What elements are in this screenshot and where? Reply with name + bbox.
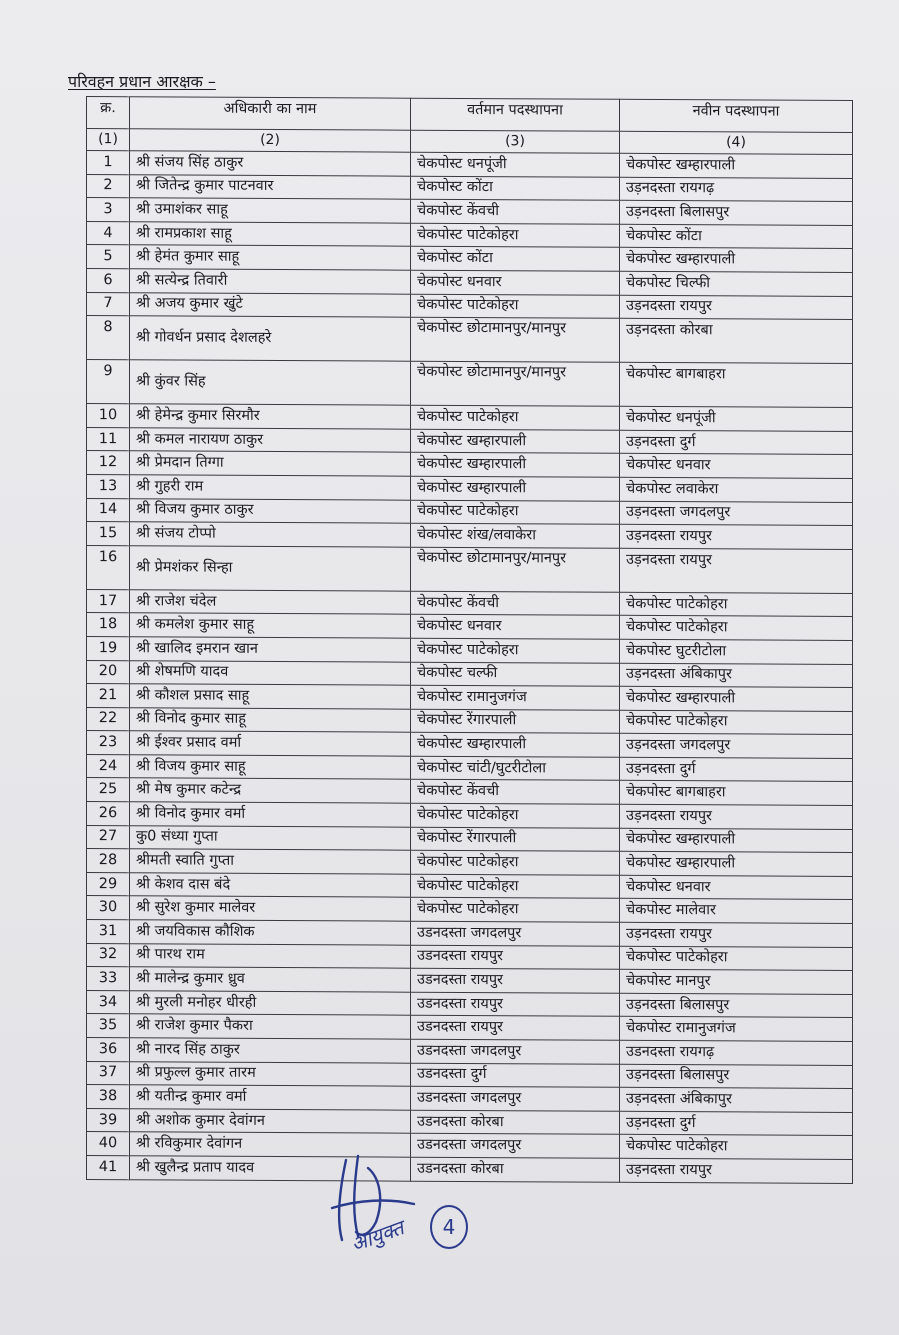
serial-number: 18 bbox=[87, 613, 130, 637]
new-posting: चेकपोस्ट खम्हारपाली bbox=[620, 852, 853, 877]
serial-number: 7 bbox=[87, 292, 130, 316]
officer-name: श्रीमती स्वाति गुप्ता bbox=[130, 849, 411, 874]
current-posting: उडनदस्ता रायपुर bbox=[411, 968, 620, 993]
current-posting: चेकपोस्ट केंवची bbox=[411, 591, 620, 616]
serial-number: 22 bbox=[87, 707, 130, 731]
officer-name: श्री हेमंत कुमार साहू bbox=[130, 245, 411, 270]
new-posting: चेकपोस्ट रामानुजगंज bbox=[620, 1017, 853, 1042]
serial-number: 16 bbox=[87, 545, 130, 589]
officer-name: श्री गोवर्धन प्रसाद देशलहरे bbox=[130, 316, 411, 361]
new-posting: चेकपोस्ट धनवार bbox=[620, 875, 853, 900]
current-posting: चेकपोस्ट रेंगारपाली bbox=[411, 709, 620, 734]
serial-number: 3 bbox=[87, 198, 130, 222]
current-posting: चेकपोस्ट पाटेकोहरा bbox=[411, 638, 620, 663]
new-posting: उड़नदस्ता दुर्ग bbox=[620, 1111, 853, 1136]
serial-number: 26 bbox=[87, 802, 130, 826]
column-number-1: (1) bbox=[87, 129, 130, 151]
officer-name: श्री प्रेमदान तिग्गा bbox=[130, 451, 411, 476]
new-posting: चेकपोस्ट पाटेकोहरा bbox=[620, 946, 853, 971]
serial-number: 14 bbox=[87, 498, 130, 522]
officer-name: श्री मालेन्द्र कुमार ध्रुव bbox=[130, 967, 411, 992]
new-posting: उड़नदस्ता बिलासपुर bbox=[620, 1064, 853, 1089]
new-posting: चेकपोस्ट बागबाहरा bbox=[620, 781, 853, 806]
current-posting: चेकपोस्ट कोंटा bbox=[411, 176, 620, 201]
serial-number: 15 bbox=[87, 522, 130, 546]
signature-text: आयुक्त bbox=[347, 1215, 407, 1257]
current-posting: उडनदस्ता कोरबा bbox=[411, 1157, 620, 1182]
officer-name: श्री प्रेमशंकर सिन्हा bbox=[130, 545, 411, 590]
new-posting: उड़नदस्ता जगदलपुर bbox=[620, 501, 853, 526]
serial-number: 1 bbox=[87, 151, 130, 175]
page-number-mark: 4 bbox=[430, 1205, 468, 1249]
officer-name: श्री केशव दास बंदे bbox=[130, 873, 411, 898]
current-posting: चेकपोस्ट चल्फी bbox=[411, 662, 620, 687]
current-posting: चेकपोस्ट खम्हारपाली bbox=[411, 476, 620, 501]
officer-name: श्री संजय टोप्पो bbox=[130, 522, 411, 547]
new-posting: चेकपोस्ट पाटेकोहरा bbox=[620, 616, 853, 641]
new-posting: चेकपोस्ट कोंटा bbox=[620, 224, 853, 249]
current-posting: चेकपोस्ट छोटामानपुर/मानपुर bbox=[411, 547, 620, 592]
serial-number: 11 bbox=[87, 427, 130, 451]
officer-name: श्री कुंवर सिंह bbox=[130, 360, 411, 405]
table-row bbox=[87, 545, 853, 593]
header-sno: क्र. bbox=[87, 97, 130, 129]
new-posting: उड़नदस्ता बिलासपुर bbox=[620, 200, 853, 225]
officer-name: श्री पारथ राम bbox=[130, 943, 411, 968]
serial-number: 9 bbox=[87, 360, 130, 404]
serial-number: 32 bbox=[87, 943, 130, 967]
current-posting: चेकपोस्ट पाटेकोहरा bbox=[411, 803, 620, 828]
new-posting: चेकपोस्ट खम्हारपाली bbox=[620, 828, 853, 853]
officer-name: श्री हेमेन्द्र कुमार सिरमौर bbox=[130, 404, 411, 429]
new-posting: उड़नदस्ता रायपुर bbox=[620, 1158, 853, 1183]
new-posting: उड़नदस्ता रायगढ़ bbox=[620, 177, 853, 202]
header-row bbox=[87, 97, 853, 133]
new-posting: उड़नदस्ता अंबिकापुर bbox=[620, 663, 853, 688]
current-posting: उडनदस्ता रायपुर bbox=[411, 1016, 620, 1041]
new-posting: चेकपोस्ट पाटेकोहरा bbox=[620, 1135, 853, 1160]
current-posting: चेकपोस्ट खम्हारपाली bbox=[411, 453, 620, 478]
current-posting: चेकपोस्ट केंवची bbox=[411, 780, 620, 805]
serial-number: 10 bbox=[87, 404, 130, 428]
new-posting: चेकपोस्ट लवाकेरा bbox=[620, 477, 853, 502]
officer-name: श्री अशोक कुमार देवांगन bbox=[130, 1109, 411, 1134]
officer-name: श्री गुहरी राम bbox=[130, 475, 411, 500]
officer-name: श्री प्रफुल्ल कुमार तारम bbox=[130, 1061, 411, 1086]
new-posting: उड़नदस्ता दुर्ग bbox=[620, 757, 853, 782]
current-posting: चेकपोस्ट कोंटा bbox=[411, 247, 620, 272]
current-posting: चेकपोस्ट रामानुजगंज bbox=[411, 685, 620, 710]
new-posting: उड़नदस्ता बिलासपुर bbox=[620, 993, 853, 1018]
officer-name: श्री कमल नारायण ठाकुर bbox=[130, 427, 411, 452]
serial-number: 4 bbox=[87, 221, 130, 245]
officer-name: श्री खालिद इमरान खान bbox=[130, 637, 411, 662]
current-posting: चेकपोस्ट खम्हारपाली bbox=[411, 429, 620, 454]
serial-number: 37 bbox=[87, 1061, 130, 1085]
officer-name: कु0 संध्या गुप्ता bbox=[130, 825, 411, 850]
officer-name: श्री राजेश चंदेल bbox=[130, 589, 411, 614]
header-current-posting: वर्तमान पदस्थापना bbox=[411, 98, 620, 131]
new-posting: चेकपोस्ट खम्हारपाली bbox=[620, 153, 853, 178]
officer-name: श्री विजय कुमार ठाकुर bbox=[130, 498, 411, 523]
table-row bbox=[87, 360, 853, 408]
new-posting: उड़नदस्ता अंबिकापुर bbox=[620, 1087, 853, 1112]
new-posting: चेकपोस्ट पाटेकोहरा bbox=[620, 592, 853, 617]
current-posting: चेकपोस्ट पाटेकोहरा bbox=[411, 874, 620, 899]
current-posting: चेकपोस्ट पाटेकोहरा bbox=[411, 500, 620, 525]
transfer-table bbox=[86, 96, 853, 1184]
officer-name: श्री सुरेश कुमार मालेवर bbox=[130, 896, 411, 921]
column-number-2: (2) bbox=[130, 129, 411, 152]
officer-name: श्री कमलेश कुमार साहू bbox=[130, 613, 411, 638]
current-posting: चेकपोस्ट धनपूंजी bbox=[411, 152, 620, 177]
serial-number: 40 bbox=[87, 1132, 130, 1156]
officer-name: श्री सत्येन्द्र तिवारी bbox=[130, 269, 411, 294]
new-posting: उड़नदस्ता रायपुर bbox=[620, 922, 853, 947]
new-posting: चेकपोस्ट घुटरीटोला bbox=[620, 639, 853, 664]
new-posting: उड़नदस्ता रायपुर bbox=[620, 524, 853, 549]
current-posting: चेकपोस्ट पाटेकोहरा bbox=[411, 223, 620, 248]
officer-name: श्री रामप्रकाश साहू bbox=[130, 222, 411, 247]
current-posting: चेकपोस्ट छोटामानपुर/मानपुर bbox=[411, 361, 620, 406]
header-officer-name: अधिकारी का नाम bbox=[130, 97, 411, 130]
serial-number: 34 bbox=[87, 990, 130, 1014]
serial-number: 27 bbox=[87, 825, 130, 849]
header-new-posting: नवीन पदस्थापना bbox=[620, 99, 853, 132]
table-row bbox=[87, 316, 853, 364]
current-posting: चेकपोस्ट छोटामानपुर/मानपुर bbox=[411, 317, 620, 362]
current-posting: उडनदस्ता कोरबा bbox=[411, 1110, 620, 1135]
officer-name: श्री शेषमणि यादव bbox=[130, 660, 411, 685]
serial-number: 39 bbox=[87, 1108, 130, 1132]
serial-number: 5 bbox=[87, 245, 130, 269]
new-posting: उड़नदस्ता दुर्ग bbox=[620, 430, 853, 455]
new-posting: चेकपोस्ट पाटेकोहरा bbox=[620, 710, 853, 735]
serial-number: 20 bbox=[87, 660, 130, 684]
new-posting: चेकपोस्ट धनपूंजी bbox=[620, 406, 853, 431]
current-posting: चेकपोस्ट पाटेकोहरा bbox=[411, 405, 620, 430]
serial-number: 29 bbox=[87, 872, 130, 896]
current-posting: चेकपोस्ट पाटेकोहरा bbox=[411, 898, 620, 923]
serial-number: 25 bbox=[87, 778, 130, 802]
officer-name: श्री जयविकास कौशिक bbox=[130, 920, 411, 945]
serial-number: 17 bbox=[87, 589, 130, 613]
current-posting: चेकपोस्ट पाटेकोहरा bbox=[411, 294, 620, 319]
current-posting: चेकपोस्ट धनवार bbox=[411, 615, 620, 640]
serial-number: 31 bbox=[87, 920, 130, 944]
officer-name: श्री विनोद कुमार वर्मा bbox=[130, 802, 411, 827]
new-posting: चेकपोस्ट धनवार bbox=[620, 454, 853, 479]
new-posting: चेकपोस्ट मानपुर bbox=[620, 970, 853, 995]
current-posting: चेकपोस्ट धनवार bbox=[411, 270, 620, 295]
officer-name: श्री राजेश कुमार पैकरा bbox=[130, 1014, 411, 1039]
current-posting: उडनदस्ता जगदलपुर bbox=[411, 1134, 620, 1159]
new-posting: चेकपोस्ट मालेवार bbox=[620, 899, 853, 924]
current-posting: चेकपोस्ट खम्हारपाली bbox=[411, 732, 620, 757]
new-posting: उड़नदस्ता कोरबा bbox=[620, 318, 853, 363]
officer-name: श्री विजय कुमार साहू bbox=[130, 755, 411, 780]
current-posting: चेकपोस्ट रेंगारपाली bbox=[411, 827, 620, 852]
current-posting: उडनदस्ता रायपुर bbox=[411, 945, 620, 970]
new-posting: उड़नदस्ता रायपुर bbox=[620, 804, 853, 829]
serial-number: 8 bbox=[87, 316, 130, 360]
officer-name: श्री मुरली मनोहर धीरही bbox=[130, 991, 411, 1016]
new-posting: उड़नदस्ता जगदलपुर bbox=[620, 734, 853, 759]
new-posting: चेकपोस्ट चिल्फी bbox=[620, 271, 853, 296]
current-posting: उडनदस्ता दुर्ग bbox=[411, 1063, 620, 1088]
officer-name: श्री जितेन्द्र कुमार पाटनवार bbox=[130, 174, 411, 199]
serial-number: 6 bbox=[87, 268, 130, 292]
serial-number: 35 bbox=[87, 1014, 130, 1038]
officer-name: श्री संजय सिंह ठाकुर bbox=[130, 151, 411, 176]
officer-name: श्री उमाशंकर साहू bbox=[130, 198, 411, 223]
current-posting: चेकपोस्ट चांटी/घुटरीटोला bbox=[411, 756, 620, 781]
serial-number: 23 bbox=[87, 731, 130, 755]
officer-name: श्री विनोद कुमार साहू bbox=[130, 707, 411, 732]
new-posting: चेकपोस्ट खम्हारपाली bbox=[620, 248, 853, 273]
officer-name: श्री यतीन्द्र कुमार वर्मा bbox=[130, 1085, 411, 1110]
current-posting: उडनदस्ता रायपुर bbox=[411, 992, 620, 1017]
current-posting: चेकपोस्ट केंवची bbox=[411, 199, 620, 224]
serial-number: 13 bbox=[87, 474, 130, 498]
serial-number: 30 bbox=[87, 896, 130, 920]
serial-number: 36 bbox=[87, 1038, 130, 1062]
new-posting: चेकपोस्ट खम्हारपाली bbox=[620, 686, 853, 711]
serial-number: 19 bbox=[87, 636, 130, 660]
column-number-3: (3) bbox=[411, 130, 620, 153]
new-posting: चेकपोस्ट बागबाहरा bbox=[620, 362, 853, 407]
new-posting: उड़नदस्ता रायपुर bbox=[620, 295, 853, 320]
new-posting: उड़नदस्ता रायपुर bbox=[620, 548, 853, 593]
current-posting: उडनदस्ता जगदलपुर bbox=[411, 1086, 620, 1111]
current-posting: उडनदस्ता जगदलपुर bbox=[411, 921, 620, 946]
current-posting: चेकपोस्ट शंख/लवाकेरा bbox=[411, 523, 620, 548]
current-posting: उडनदस्ता जगदलपुर bbox=[411, 1039, 620, 1064]
serial-number: 33 bbox=[87, 967, 130, 991]
serial-number: 21 bbox=[87, 684, 130, 708]
officer-name: श्री कौशल प्रसाद साहू bbox=[130, 684, 411, 709]
new-posting: उडनदस्ता रायगढ़ bbox=[620, 1040, 853, 1065]
officer-name: श्री रविकुमार देवांगन bbox=[130, 1132, 411, 1157]
officer-name: श्री ईश्वर प्रसाद वर्मा bbox=[130, 731, 411, 756]
serial-number: 2 bbox=[87, 174, 130, 198]
officer-name: श्री अजय कुमार खुंटे bbox=[130, 292, 411, 317]
serial-number: 41 bbox=[87, 1155, 130, 1179]
serial-number: 28 bbox=[87, 849, 130, 873]
table-body bbox=[87, 151, 853, 1184]
officer-name: श्री मेष कुमार कटेन्द्र bbox=[130, 778, 411, 803]
serial-number: 12 bbox=[87, 451, 130, 475]
officer-name: श्री नारद सिंह ठाकुर bbox=[130, 1038, 411, 1063]
current-posting: चेकपोस्ट पाटेकोहरा bbox=[411, 850, 620, 875]
column-number-4: (4) bbox=[620, 131, 853, 154]
section-heading: परिवहन प्रधान आरक्षक – bbox=[68, 72, 216, 91]
serial-number: 38 bbox=[87, 1085, 130, 1109]
serial-number: 24 bbox=[87, 754, 130, 778]
officer-name: श्री खुलैन्द्र प्रताप यादव bbox=[130, 1156, 411, 1181]
